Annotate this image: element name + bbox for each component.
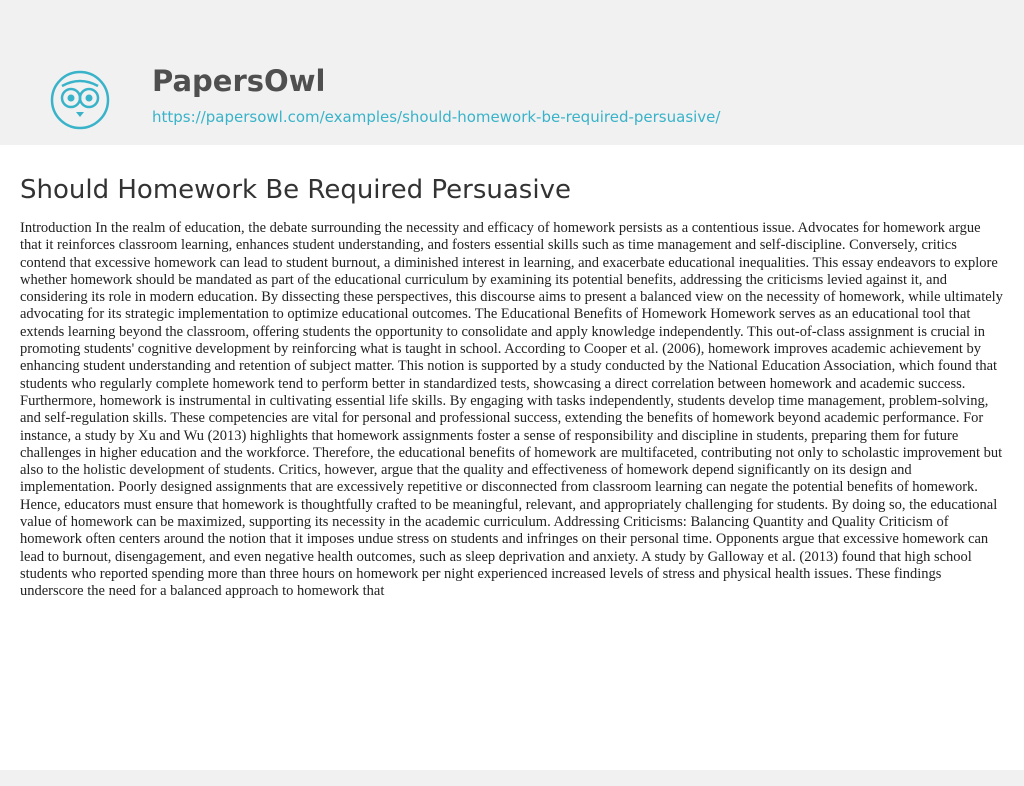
brand-name: PapersOwl <box>152 64 326 98</box>
source-url-link[interactable]: https://papersowl.com/examples/should-homework-be-required-persuasive/ <box>152 108 721 126</box>
footer-band <box>0 770 1024 786</box>
owl-face-icon <box>50 70 110 130</box>
header-band <box>0 0 1024 145</box>
article-body: Introduction In the realm of education, the debate surrounding the necessity and efficacy of homework persists as a contentious issue. Advocates for homework argue that it reinforces classroom learning, enhances student understanding, and fosters essential skills such as time management and self-discipline. Conversely, critics contend that excessive homework can lead to student burnout, a diminished interest in learning, and exacerbate educational inequalities. This essay endeavors to explore whether homework should be mandated as part of the educational curriculum by examining its potential benefits, addressing the criticisms levied against it, and considering its role in modern education. By dissecting these perspectives, this discourse aims to present a balanced view on the necessity of homework, while ultimately advocating for its strategic implementation to optimize educational outcomes. The Educational Benefits of Homework Homework serves as an educational tool that extends learning beyond the classroom, offering students the opportunity to consolidate and apply knowledge independently. This out-of-class assignment is crucial in promoting students' cognitive development by reinforcing what is taught in school. According to Cooper et al. (2006), homework improves academic achievement by enhancing student understanding and retention of subject matter. This notion is supported by a study conducted by the National Education Association, which found that students who regularly complete homework tend to perform better in standardized tests, showcasing a direct correlation between homework and academic success. Furthermore, homework is instrumental in cultivating essential life skills. By engaging with tasks independently, students develop time management, problem-solving, and self-regulation skills. These competencies are vital for personal and professional success, extending the benefits of homework beyond academic performance. For instance, a study by Xu and Wu (2013) highlights that homework assignments foster a sense of responsibility and discipline in students, preparing them for future challenges in higher education and the workforce. Therefore, the educational benefits of homework are multifaceted, contributing not only to scholastic improvement but also to the holistic development of students. Critics, however, argue that the quality and effectiveness of homework depend significantly on its design and implementation. Poorly designed assignments that are excessively repetitive or disconnected from classroom learning can negate the potential benefits of homework. Hence, educators must ensure that homework is thoughtfully crafted to be meaningful, relevant, and appropriately challenging for students. By doing so, the educational value of homework can be maximized, supporting its necessity in the academic curriculum. Addressing Criticisms: Balancing Quantity and Quality Criticism of homework often centers around the notion that it imposes undue stress on students and infringes on their personal time. Opponents argue that excessive homework can lead to burnout, disengagement, and even negative health outcomes, such as sleep deprivation and anxiety. A study by Galloway et al. (2013) found that high school students who reported spending more than three hours on homework per night experienced increased levels of stress and physical health issues. These findings underscore the need for a balanced approach to homework that <box>20 220 1003 600</box>
page-title: Should Homework Be Required Persuasive <box>20 175 571 205</box>
